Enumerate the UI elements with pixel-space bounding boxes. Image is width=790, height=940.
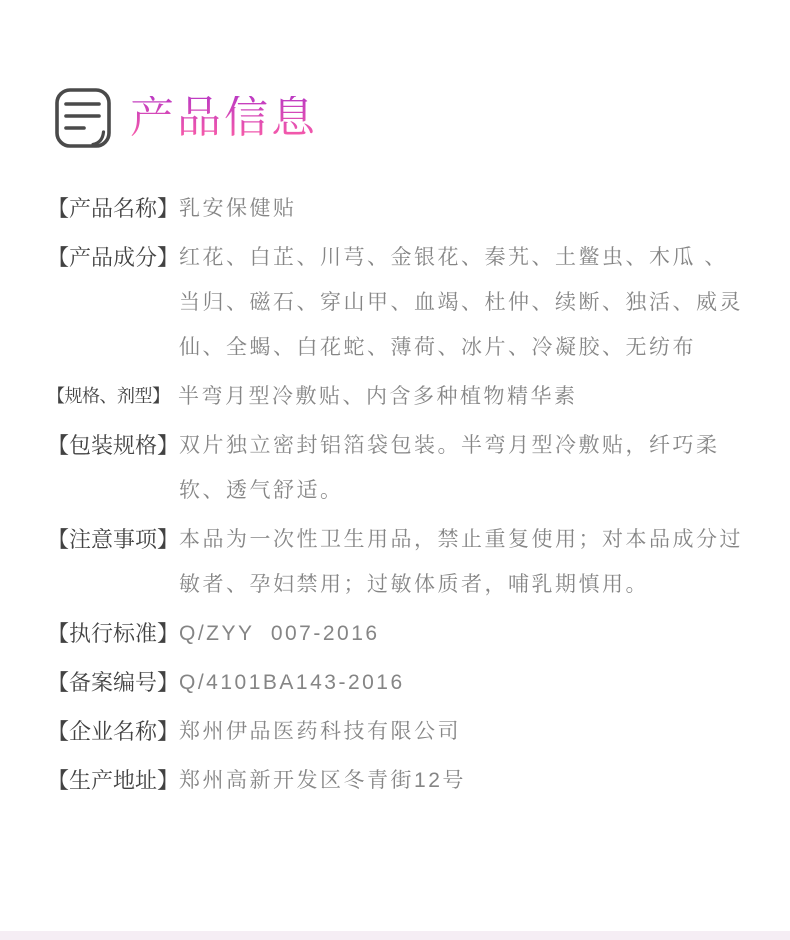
bottom-accent-strip xyxy=(0,931,790,940)
field-label: 【备案编号】 xyxy=(47,670,180,695)
field-value: 郑州高新开发区冬青街12号 xyxy=(179,769,466,792)
info-row-precautions xyxy=(47,517,747,607)
section-header xyxy=(55,88,318,148)
info-row-executive-standard xyxy=(47,611,747,656)
field-value: 半弯月型冷敷贴、内含多种植物精华素 xyxy=(178,385,578,408)
product-info-list xyxy=(47,186,747,807)
field-value: 郑州伊品医药科技有限公司 xyxy=(179,720,462,743)
field-value: Q/ZYY 007-2016 xyxy=(179,622,380,645)
info-row-package-spec xyxy=(47,423,747,513)
field-label: 【企业名称】 xyxy=(47,719,180,744)
field-label: 【规格、剂型】 xyxy=(47,386,170,406)
field-value: Q/4101BA143-2016 xyxy=(179,671,405,694)
info-row-record-number xyxy=(47,660,747,705)
info-row-product-name xyxy=(47,186,747,231)
field-label: 【产品名称】 xyxy=(47,196,180,221)
field-label: 【产品成分】 xyxy=(47,245,180,270)
info-row-spec-type xyxy=(47,374,747,419)
field-label: 【生产地址】 xyxy=(47,768,180,793)
field-value: 双片独立密封铝箔袋包装。半弯月型冷敷贴，纤巧柔软、透气舒适。 xyxy=(179,434,720,502)
field-label: 【包装规格】 xyxy=(47,433,180,458)
page-title: 产品信息 xyxy=(130,93,318,142)
info-row-company-name xyxy=(47,709,747,754)
document-list-icon xyxy=(55,88,111,148)
field-value: 乳安保健贴 xyxy=(179,197,297,220)
field-label: 【执行标准】 xyxy=(47,621,180,646)
info-row-production-address xyxy=(47,758,747,803)
field-value: 本品为一次性卫生用品，禁止重复使用；对本品成分过敏者、孕妇禁用；过敏体质者，哺乳期慎用。 xyxy=(179,528,744,596)
field-label: 【注意事项】 xyxy=(47,527,180,552)
field-value: 红花、白芷、川芎、金银花、秦艽、土鳖虫、木瓜 、当归、磁石、穿山甲、血竭、杜仲、续断、独活、威灵仙、全蝎、白花蛇、薄荷、冰片、冷凝胶、无纺布 xyxy=(179,246,744,359)
info-row-ingredients xyxy=(47,235,747,370)
